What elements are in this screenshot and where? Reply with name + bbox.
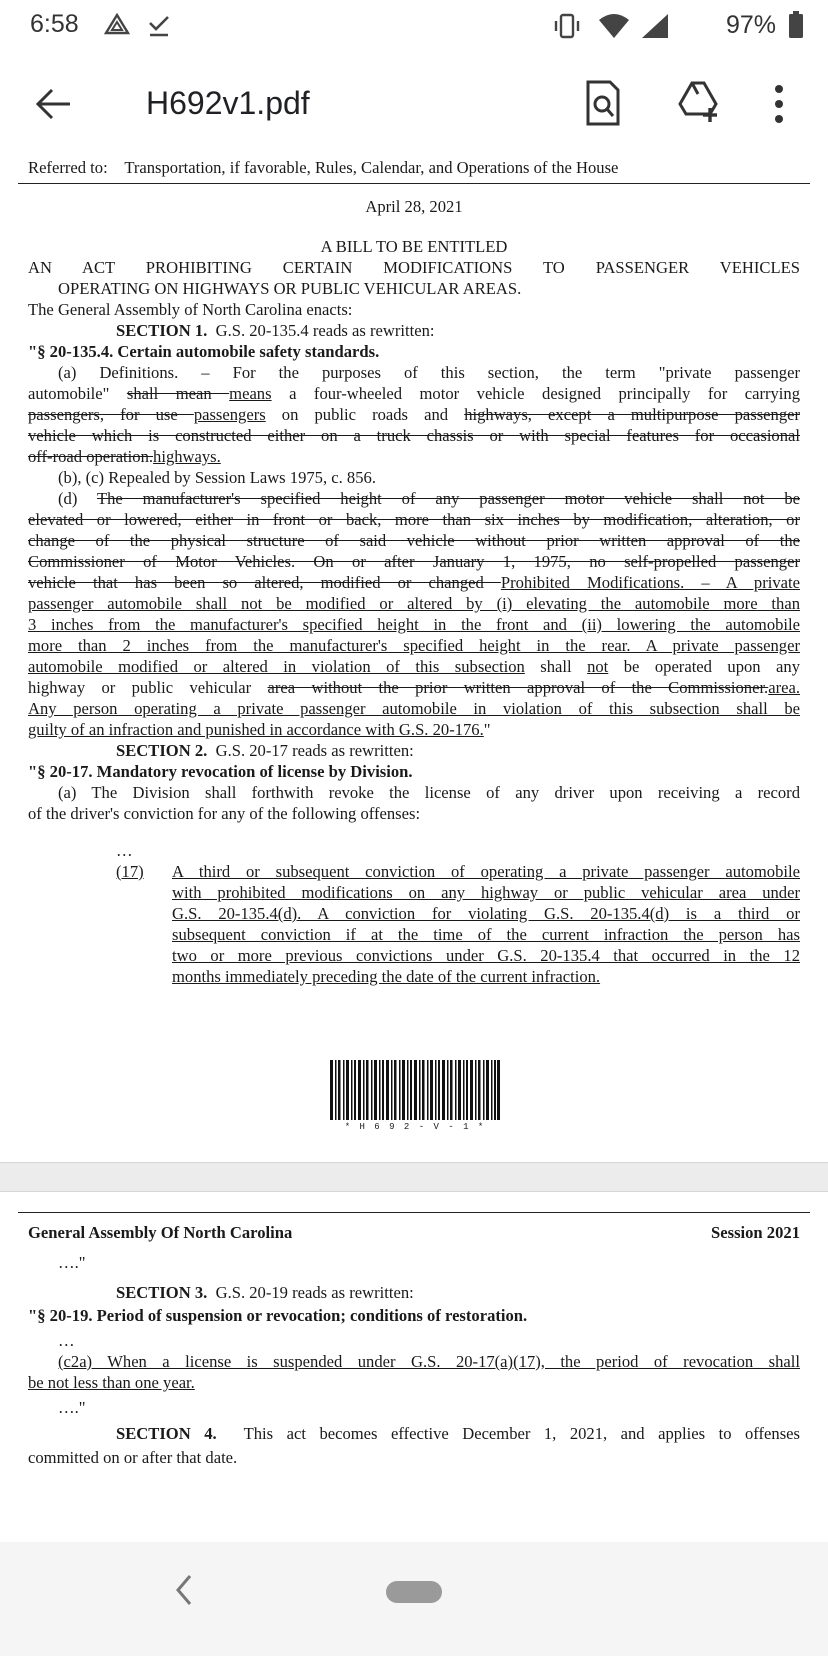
section-1-text: G.S. 20-135.4 reads as rewritten: [215, 321, 435, 340]
page-header-right: Session 2021 [711, 1223, 800, 1242]
s2-sub-a-line2: of the driver's conviction for any of the following offenses: [28, 804, 421, 823]
battery-icon [788, 11, 804, 39]
sub-d-line1 [58, 488, 800, 509]
sub-d-line9 [28, 656, 800, 677]
section-1-title: SECTION 1. [116, 321, 208, 340]
section-20-19-heading: "§ 20-19. Period of suspension or revocation; conditions of restoration. [28, 1306, 528, 1325]
strike-span: off-road operation. [28, 447, 154, 466]
quote-end-1: …." [58, 1253, 86, 1272]
text-span: on public roads and [265, 405, 465, 424]
strike-span: shall mean [126, 384, 230, 403]
drive-upload-icon [104, 12, 130, 38]
text-span: shall [524, 657, 588, 676]
nav-home-pill[interactable] [386, 1581, 442, 1603]
text-span: highway or public vehicular [28, 678, 268, 697]
pdf-page-1[interactable] [0, 152, 828, 1162]
barcode-image [330, 1060, 500, 1120]
text-span: " [483, 720, 491, 739]
referred-label: Referred to: [28, 158, 108, 177]
section-2-text: G.S. 20-17 reads as rewritten: [215, 741, 414, 760]
sub-a-line1: (a) Definitions. – For the purposes of this section, the term "private passenger [58, 363, 800, 382]
bill-heading: A BILL TO BE ENTITLED [320, 237, 508, 256]
insert-span: Prohibited Modifications. – A private [500, 573, 800, 592]
pdf-page-2[interactable] [0, 1192, 828, 1542]
strike-span: passengers, for use [28, 405, 194, 424]
insert-span: automobile modified or altered in violation of this subsection [28, 657, 525, 676]
sub-d-line6: passenger automobile shall not be modified or altered by (i) elevating the automobile more than [28, 594, 800, 613]
item-17-line6: months immediately preceding the date of the current infraction. [172, 967, 601, 986]
text-span: be operated upon any [608, 657, 801, 676]
quote-end-2: …." [58, 1398, 86, 1417]
sub-d-line5 [28, 572, 800, 593]
page-separator [0, 1162, 828, 1192]
section-2-line [116, 740, 414, 761]
item-17-number: (17) [116, 862, 144, 881]
sub-d-line2: elevated or lowered, either in front or back, more than six inches by modification, alteration, or [28, 510, 800, 529]
insert-span: highways. [153, 447, 221, 466]
nav-back-icon[interactable] [170, 1572, 198, 1608]
wifi-icon [597, 12, 631, 40]
referred-line [28, 157, 618, 178]
section-3-title: SECTION 3. [116, 1283, 208, 1302]
strike-span: highways, except a multipurpose passenger [464, 405, 801, 424]
text-span: automobile" [28, 384, 127, 403]
cellular-signal-icon [640, 12, 670, 40]
status-time: 6:58 [30, 10, 79, 38]
section-3-line [116, 1282, 414, 1303]
divider-rule [18, 183, 810, 184]
referred-text: Transportation, if favorable, Rules, Calendar, and Operations of the House [124, 158, 619, 177]
section-20-135-4-heading: "§ 20-135.4. Certain automobile safety standards. [28, 342, 380, 361]
section-4-text: This act becomes effective December 1, 2021, and applies to offenses [243, 1424, 800, 1443]
s2-sub-a-line1: (a) The Division shall forthwith revoke the license of any driver upon receiving a record [58, 783, 800, 802]
sub-a-line4: vehicle which is constructed either on a truck chassis or with special features for occasional [28, 426, 800, 445]
barcode-text: * H 6 9 2 - V - 1 * [344, 1122, 486, 1132]
more-vert-icon[interactable] [772, 82, 786, 126]
sub-d-line10 [28, 677, 800, 698]
section-20-17-heading: "§ 20-17. Mandatory revocation of license by Division. [28, 762, 413, 781]
section-1-line [116, 320, 435, 341]
sub-a-line2 [28, 383, 800, 404]
sub-a-line3 [28, 404, 800, 425]
sub-d-line12 [28, 719, 491, 740]
insert-span: passengers [193, 405, 266, 424]
item-17-line5: two or more previous convictions under G.S. 20-135.4 that occurred in the 12 [172, 946, 800, 965]
act-title-line1: AN ACT PROHIBITING CERTAIN MODIFICATIONS TO PASSENGER VEHICLES [28, 258, 800, 277]
ellipsis-line: … [58, 1331, 75, 1350]
bill-date: April 28, 2021 [365, 197, 463, 216]
item-17-line2: with prohibited modifications on any highway or public vehicular area under [172, 883, 800, 902]
text-span: (d) [58, 489, 97, 508]
header-rule [18, 1212, 810, 1213]
sub-d-line11: Any person operating a private passenger automobile in violation of this subsection shall be [28, 699, 800, 718]
sub-d-line4: Commissioner of Motor Vehicles. On or after January 1, 1975, no self-propelled passenger [28, 552, 800, 571]
sub-a-line5 [28, 446, 221, 467]
app-bar [0, 52, 828, 155]
add-to-drive-icon[interactable] [676, 80, 722, 124]
battery-percent: 97% [725, 11, 776, 39]
insert-span: means [229, 384, 272, 403]
status-bar [0, 0, 828, 52]
insert-span: guilty of an infraction and punished in accordance with G.S. 20-176. [28, 720, 484, 739]
section-4-line1 [116, 1423, 800, 1444]
strike-span: area without the prior written approval of the Commissioner. [267, 678, 769, 697]
vibrate-icon [552, 12, 582, 40]
c2a-line2: be not less than one year. [28, 1373, 195, 1392]
page-header-left: General Assembly Of North Carolina [28, 1223, 293, 1242]
item-17-line4: subsequent conviction if at the time of the current infraction the person has [172, 925, 800, 944]
sub-b-line: (b), (c) Repealed by Session Laws 1975, c. 856. [58, 468, 376, 487]
section-3-text: G.S. 20-19 reads as rewritten: [215, 1283, 414, 1302]
enacts-line: The General Assembly of North Carolina enacts: [28, 300, 353, 319]
item-17-line1: A third or subsequent conviction of operating a private passenger automobile [172, 862, 800, 881]
search-document-icon[interactable] [584, 80, 622, 126]
strike-span: vehicle that has been so altered, modified or changed [28, 573, 501, 592]
section-4-line2: committed on or after that date. [28, 1448, 238, 1467]
c2a-line1: (c2a) When a license is suspended under G.S. 20-17(a)(17), the period of revocation shall [58, 1352, 800, 1371]
act-title-line2: OPERATING ON HIGHWAYS OR PUBLIC VEHICULAR AREAS. [58, 279, 522, 298]
section-4-title: SECTION 4. [116, 1424, 217, 1443]
sub-d-line8: more than 2 inches from the manufacturer's specified height in the rear. A private passenger [28, 636, 800, 655]
ellipsis-line: … [116, 841, 133, 860]
item-17-line3: G.S. 20-135.4(d). A conviction for violating G.S. 20-135.4(d) is a third or [172, 904, 800, 923]
section-2-title: SECTION 2. [116, 741, 208, 760]
sub-d-line7: 3 inches from the manufacturer's specified height in the front and (ii) lowering the automobile [28, 615, 800, 634]
document-title: H692v1.pdf [146, 85, 310, 121]
download-done-icon [146, 12, 172, 38]
insert-span: not [587, 657, 609, 676]
strike-span: The manufacturer's specified height of any passenger motor vehicle shall not be [96, 489, 801, 508]
sub-d-line3: change of the physical structure of said vehicle without prior written approval of the [28, 531, 800, 550]
back-arrow-icon[interactable] [32, 82, 76, 126]
insert-span: area. [768, 678, 800, 697]
text-span: a four-wheeled motor vehicle designed principally for carrying [271, 384, 800, 403]
